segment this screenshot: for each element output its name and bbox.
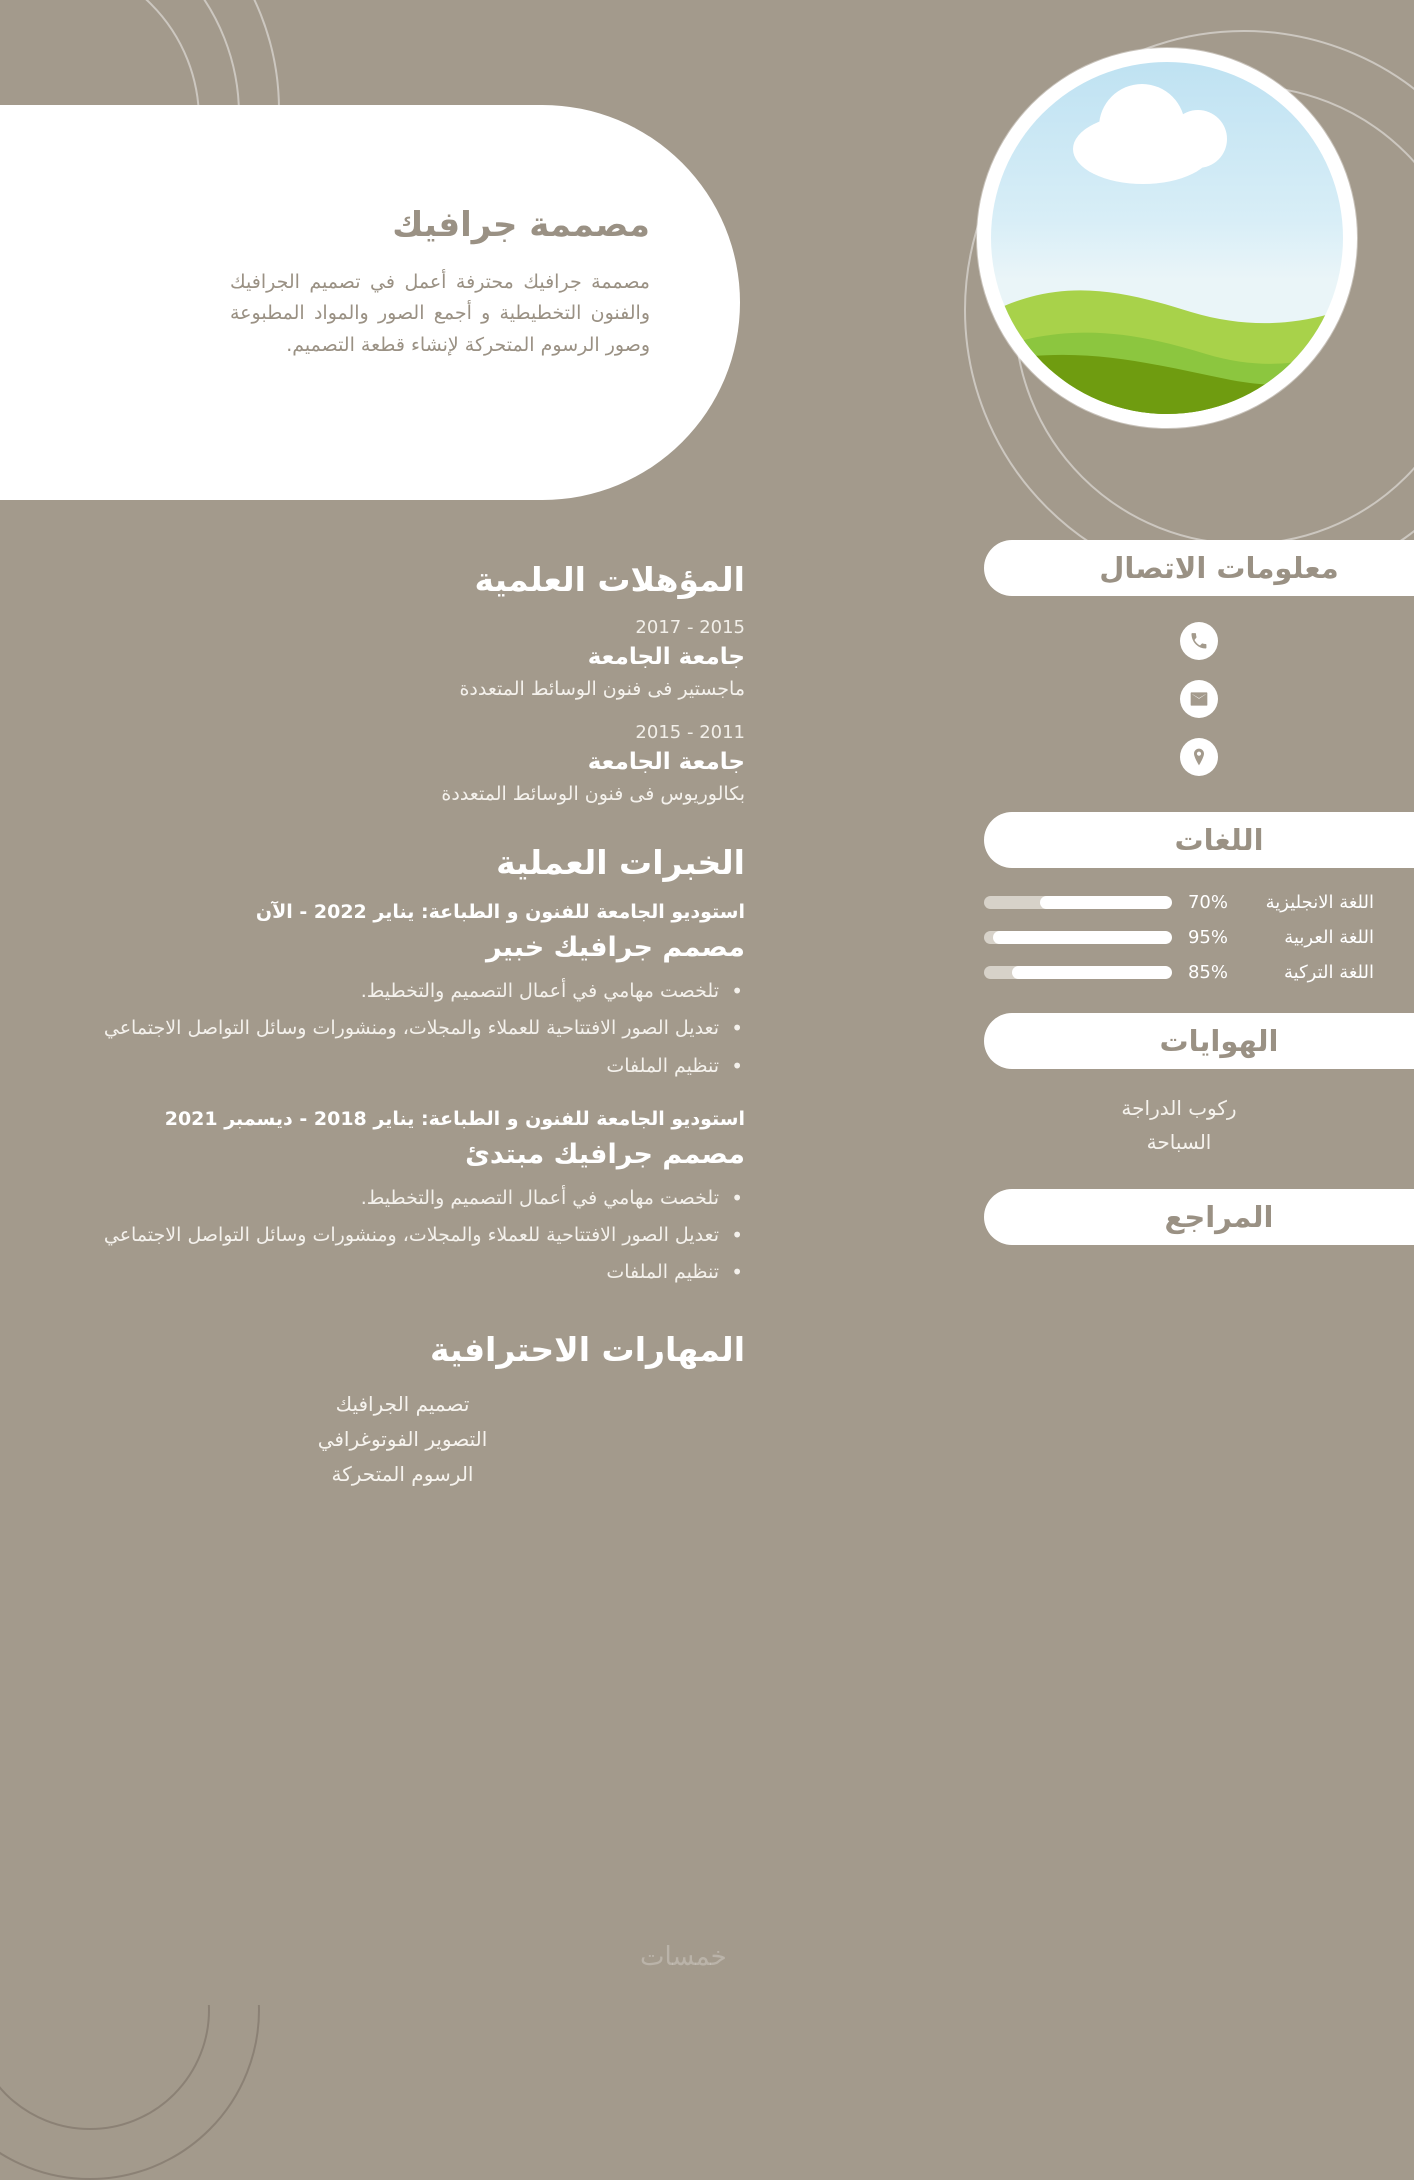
education-school: جامعة الجامعة bbox=[587, 749, 745, 775]
experience-title: الخبرات العملية bbox=[496, 843, 745, 882]
education-degree: ماجستير فى فنون الوسائط المتعددة bbox=[459, 678, 745, 700]
language-name: اللغة الانجليزية bbox=[1265, 892, 1374, 913]
language-name: اللغة العربية bbox=[1284, 927, 1374, 948]
contact-icons bbox=[894, 622, 1414, 776]
experience-bullets bbox=[60, 977, 745, 1081]
avatar bbox=[977, 48, 1357, 428]
language-name: اللغة التركية bbox=[1284, 962, 1374, 983]
experience-bullets bbox=[60, 1184, 745, 1288]
page-title: مصممة جرافيك bbox=[392, 205, 650, 245]
education-item bbox=[60, 722, 745, 805]
list-item: • تعديل الصور الافتتاحية للعملاء والمجلات، ومنشورات وسائل التواصل الاجتماعي bbox=[60, 1221, 745, 1250]
education-date: 2015 - 2017 bbox=[635, 617, 745, 638]
experience-item bbox=[60, 1107, 745, 1288]
contact-title: معلومات الاتصال bbox=[1099, 551, 1339, 585]
education-item bbox=[60, 617, 745, 700]
list-item: • تعديل الصور الافتتاحية للعملاء والمجلات، ومنشورات وسائل التواصل الاجتماعي bbox=[60, 1014, 745, 1043]
profile-summary: مصممة جرافيك محترفة أعمل في تصميم الجرافيك والفنون التخطيطية و أجمع الصور والمواد المطبوعة وصور الرسوم المتحركة لإنشاء قطعة التصميم. bbox=[230, 271, 650, 356]
skills-title: المهارات الاحترافية bbox=[429, 1329, 745, 1369]
list-item: • تلخصت مهامي في أعمال التصميم والتخطيط. bbox=[60, 977, 745, 1006]
language-row bbox=[984, 927, 1374, 948]
experience-employer: استوديو الجامعة للفنون و الطباعة: يناير 2018 - ديسمبر 2021 bbox=[164, 1107, 745, 1130]
language-percent: 70% bbox=[1187, 892, 1228, 913]
hobbies-title: الهوايات bbox=[1159, 1024, 1279, 1058]
location-icon[interactable] bbox=[1180, 738, 1218, 776]
hills-graphic bbox=[991, 62, 1343, 414]
experience-role: مصمم جرافيك خبير bbox=[485, 931, 745, 963]
email-icon[interactable] bbox=[1180, 680, 1218, 718]
list-item: الرسوم المتحركة bbox=[331, 1461, 474, 1486]
watermark: خمسات bbox=[640, 1942, 727, 1972]
language-progress-bar bbox=[984, 896, 1172, 909]
language-row bbox=[984, 892, 1374, 913]
education-title: المؤهلات العلمية bbox=[474, 560, 745, 599]
contact-section bbox=[894, 540, 1414, 596]
hobbies-section bbox=[894, 1013, 1414, 1069]
language-progress-bar bbox=[984, 931, 1172, 944]
references-title-pill bbox=[984, 1189, 1414, 1245]
list-item: • تنظيم الملفات bbox=[60, 1052, 745, 1081]
list-item: التصوير الفوتوغرافي bbox=[317, 1426, 488, 1451]
contact-title-pill bbox=[984, 540, 1414, 596]
languages-title: اللغات bbox=[1174, 823, 1264, 857]
skills-list bbox=[60, 1387, 745, 1492]
education-degree: بكالوريوس فى فنون الوسائط المتعددة bbox=[441, 783, 745, 805]
languages-list bbox=[894, 892, 1414, 983]
language-percent: 95% bbox=[1187, 927, 1228, 948]
profile-photo bbox=[991, 62, 1343, 414]
language-row bbox=[984, 962, 1374, 983]
language-percent: 85% bbox=[1187, 962, 1228, 983]
references-title: المراجع bbox=[1164, 1200, 1274, 1234]
experience-role: مصمم جرافيك مبتدئ bbox=[465, 1138, 745, 1170]
languages-section bbox=[894, 812, 1414, 868]
experience-employer: استوديو الجامعة للفنون و الطباعة: يناير 2022 - الآن bbox=[255, 901, 745, 923]
list-item: السباحة bbox=[1146, 1130, 1212, 1154]
list-item: ركوب الدراجة bbox=[1121, 1096, 1237, 1120]
list-item: • تنظيم الملفات bbox=[60, 1258, 745, 1287]
hobbies-title-pill bbox=[984, 1013, 1414, 1069]
phone-icon[interactable] bbox=[1180, 622, 1218, 660]
languages-title-pill bbox=[984, 812, 1414, 868]
sidebar bbox=[894, 540, 1414, 1245]
experience-item bbox=[60, 900, 745, 1081]
education-school: جامعة الجامعة bbox=[587, 644, 745, 670]
main-content bbox=[0, 560, 840, 1492]
list-item: تصميم الجرافيك bbox=[335, 1391, 470, 1416]
language-progress-bar bbox=[984, 966, 1172, 979]
header-text bbox=[230, 205, 650, 361]
education-date: 2011 - 2015 bbox=[635, 722, 745, 743]
references-section bbox=[894, 1189, 1414, 1245]
hobbies-list bbox=[894, 1069, 1414, 1159]
list-item: • تلخصت مهامي في أعمال التصميم والتخطيط. bbox=[60, 1184, 745, 1213]
